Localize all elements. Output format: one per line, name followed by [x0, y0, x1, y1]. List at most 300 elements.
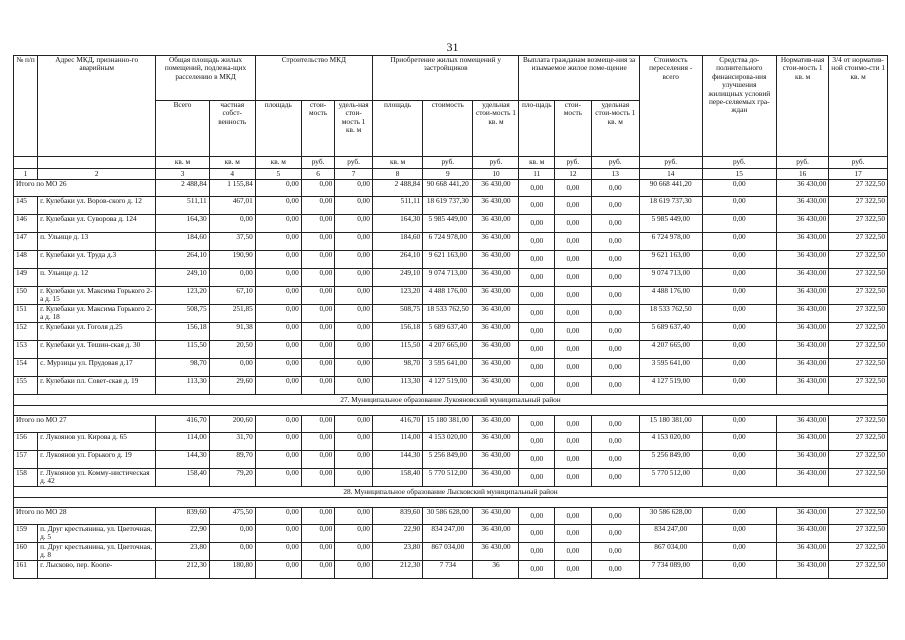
value-cell-c8: 184,60: [372, 233, 422, 251]
table-row: [14, 561, 888, 579]
value-cell-c3: 158,40: [156, 469, 209, 487]
value-cell-c16: 36 430,00: [776, 269, 828, 287]
value-cell-c10: 36 430,00: [473, 525, 519, 543]
row-number: 155: [14, 377, 38, 395]
value-cell-c11: 0,00: [519, 197, 555, 215]
value-cell-c14: 5 689 637,40: [639, 323, 702, 341]
value-cell-c17: 27 322,50: [829, 543, 888, 561]
value-cell-c14: 9 074 713,00: [639, 269, 702, 287]
resettlement-table: [13, 55, 888, 579]
row-number: 161: [14, 561, 38, 579]
value-cell-c8: 249,10: [372, 269, 422, 287]
value-cell-c8: 839,60: [372, 508, 422, 525]
value-cell-c12: 0,00: [555, 180, 592, 197]
value-cell-c15: 0,00: [702, 451, 776, 469]
unit-cell: руб.: [335, 157, 373, 169]
header-construction: Строительство МКД: [255, 56, 372, 101]
value-cell-c11: 0,00: [519, 341, 555, 359]
value-cell-c12: 0,00: [555, 561, 592, 579]
value-cell-c14: 4 207 665,00: [639, 341, 702, 359]
col-num: 6: [301, 169, 334, 180]
value-cell-c5: 0,00: [255, 416, 301, 433]
value-cell-c14: 7 734 089,00: [639, 561, 702, 579]
value-cell-c14: 6 724 978,00: [639, 233, 702, 251]
col-num: 5: [255, 169, 301, 180]
value-cell-c8: 23,80: [372, 543, 422, 561]
value-cell-c12: 0,00: [555, 215, 592, 233]
value-cell-c16: 36 430,00: [776, 416, 828, 433]
value-cell-c9: 15 180 381,00: [423, 416, 473, 433]
value-cell-c6: 0,00: [301, 287, 334, 305]
value-cell-c16: 36 430,00: [776, 433, 828, 451]
value-cell-c17: 27 322,50: [829, 508, 888, 525]
value-cell-c10: 36 430,00: [473, 305, 519, 323]
value-cell-c11: 0,00: [519, 561, 555, 579]
value-cell-c15: 0,00: [702, 416, 776, 433]
value-cell-c9: 6 724 978,00: [423, 233, 473, 251]
row-number: 158: [14, 469, 38, 487]
unit-cell: руб.: [702, 157, 776, 169]
value-cell-c6: 0,00: [301, 269, 334, 287]
value-cell-c15: 0,00: [702, 469, 776, 487]
table-row: [14, 377, 888, 395]
value-cell-c16: 36 430,00: [776, 197, 828, 215]
value-cell-c6: 0,00: [301, 323, 334, 341]
value-cell-c4: 190,90: [209, 251, 255, 269]
value-cell-c3: 113,30: [156, 377, 209, 395]
header-purchase: Приобретение жилых помещений у застройщиков: [372, 56, 519, 101]
table-row: [14, 305, 888, 323]
value-cell-c15: 0,00: [702, 508, 776, 525]
address-cell: г. Кулебаки ул. Суворова д. 124: [38, 215, 156, 233]
spacer-cell: [14, 498, 888, 508]
value-cell-c11: 0,00: [519, 359, 555, 377]
value-cell-c16: 36 430,00: [776, 561, 828, 579]
value-cell-c7: 0,00: [335, 561, 373, 579]
column-number-row: [14, 169, 888, 180]
value-cell-c6: 0,00: [301, 359, 334, 377]
unit-cell: кв. м: [372, 157, 422, 169]
value-cell-c5: 0,00: [255, 359, 301, 377]
header-row-1: [14, 56, 888, 101]
table-row: [14, 359, 888, 377]
page-number: 31: [446, 40, 459, 54]
value-cell-c3: 508,75: [156, 305, 209, 323]
address-cell: г. Лысково, пер. Коопе-: [38, 561, 156, 579]
value-cell-c14: 4 127 519,00: [639, 377, 702, 395]
value-cell-c4: 89,70: [209, 451, 255, 469]
unit-cell: руб.: [473, 157, 519, 169]
value-cell-c10: 36 430,00: [473, 359, 519, 377]
value-cell-c13: 0,00: [591, 269, 639, 287]
value-cell-c15: 0,00: [702, 233, 776, 251]
value-cell-c17: 27 322,50: [829, 215, 888, 233]
value-cell-c8: 2 488,84: [372, 180, 422, 197]
row-number: 150: [14, 287, 38, 305]
sub-area: площадь: [255, 101, 301, 157]
value-cell-c13: 0,00: [591, 323, 639, 341]
value-cell-c10: 36 430,00: [473, 251, 519, 269]
value-cell-c6: 0,00: [301, 197, 334, 215]
value-cell-c16: 36 430,00: [776, 508, 828, 525]
value-cell-c8: 508,75: [372, 305, 422, 323]
value-cell-c15: 0,00: [702, 305, 776, 323]
value-cell-c5: 0,00: [255, 451, 301, 469]
value-cell-c11: 0,00: [519, 251, 555, 269]
value-cell-c6: 0,00: [301, 543, 334, 561]
value-cell-c4: 37,50: [209, 233, 255, 251]
sub-area-2: площадь: [372, 101, 422, 157]
sub-cost: стои-мость: [301, 101, 334, 157]
value-cell-c5: 0,00: [255, 287, 301, 305]
value-cell-c9: 18 533 762,50: [423, 305, 473, 323]
value-cell-c11: 0,00: [519, 180, 555, 197]
col-num: 10: [473, 169, 519, 180]
value-cell-c12: 0,00: [555, 433, 592, 451]
spacer-row: [14, 498, 888, 508]
value-cell-c10: 36 430,00: [473, 180, 519, 197]
value-cell-c7: 0,00: [335, 215, 373, 233]
header-num: № п/п: [14, 56, 38, 157]
value-cell-c9: 3 595 641,00: [423, 359, 473, 377]
value-cell-c3: 98,70: [156, 359, 209, 377]
value-cell-c13: 0,00: [591, 451, 639, 469]
value-cell-c14: 834 247,00: [639, 525, 702, 543]
value-cell-c6: 0,00: [301, 561, 334, 579]
sub-cost-2: стоимость: [423, 101, 473, 157]
subtotal-row: [14, 508, 888, 525]
section-title: 27. Муниципальное образование Лукояновский муниципальный район: [14, 395, 888, 406]
value-cell-c16: 36 430,00: [776, 287, 828, 305]
value-cell-c7: 0,00: [335, 469, 373, 487]
value-cell-c3: 264,10: [156, 251, 209, 269]
value-cell-c5: 0,00: [255, 323, 301, 341]
value-cell-c3: 22,90: [156, 525, 209, 543]
value-cell-c7: 0,00: [335, 323, 373, 341]
value-cell-c3: 249,10: [156, 269, 209, 287]
value-cell-c10: 36 430,00: [473, 416, 519, 433]
value-cell-c15: 0,00: [702, 197, 776, 215]
value-cell-c3: 184,60: [156, 233, 209, 251]
value-cell-c5: 0,00: [255, 269, 301, 287]
value-cell-c4: 0,00: [209, 215, 255, 233]
value-cell-c4: 251,85: [209, 305, 255, 323]
value-cell-c15: 0,00: [702, 359, 776, 377]
value-cell-c6: 0,00: [301, 451, 334, 469]
value-cell-c8: 511,11: [372, 197, 422, 215]
value-cell-c11: 0,00: [519, 525, 555, 543]
value-cell-c4: 0,00: [209, 543, 255, 561]
value-cell-c12: 0,00: [555, 269, 592, 287]
address-cell: г. Кулебаки ул. Максима Горького 2-а д. 15: [38, 287, 156, 305]
table-row: [14, 525, 888, 543]
row-number: 151: [14, 305, 38, 323]
value-cell-c14: 15 180 381,00: [639, 416, 702, 433]
value-cell-c5: 0,00: [255, 543, 301, 561]
row-number: 160: [14, 543, 38, 561]
value-cell-c13: 0,00: [591, 233, 639, 251]
value-cell-c16: 36 430,00: [776, 233, 828, 251]
spacer-row: [14, 406, 888, 416]
value-cell-c17: 27 322,50: [829, 359, 888, 377]
value-cell-c15: 0,00: [702, 543, 776, 561]
value-cell-c5: 0,00: [255, 341, 301, 359]
value-cell-c12: 0,00: [555, 233, 592, 251]
value-cell-c15: 0,00: [702, 433, 776, 451]
value-cell-c13: 0,00: [591, 215, 639, 233]
table-row: [14, 197, 888, 215]
header-resettlement-cost: Стоимость переселения - всего: [639, 56, 702, 157]
value-cell-c10: 36 430,00: [473, 323, 519, 341]
value-cell-c10: 36 430,00: [473, 508, 519, 525]
value-cell-c6: 0,00: [301, 377, 334, 395]
row-number: 148: [14, 251, 38, 269]
value-cell-c16: 36 430,00: [776, 377, 828, 395]
value-cell-c14: 18 533 762,50: [639, 305, 702, 323]
col-num: 1: [14, 169, 38, 180]
value-cell-c17: 27 322,50: [829, 341, 888, 359]
value-cell-c8: 114,00: [372, 433, 422, 451]
value-cell-c13: 0,00: [591, 251, 639, 269]
value-cell-c3: 144,30: [156, 451, 209, 469]
value-cell-c12: 0,00: [555, 251, 592, 269]
value-cell-c13: 0,00: [591, 197, 639, 215]
value-cell-c12: 0,00: [555, 416, 592, 433]
table-row: [14, 433, 888, 451]
address-cell: г. Кулебаки ул. Максима Горького 2-а д. 18: [38, 305, 156, 323]
sub-total: Всего: [156, 101, 209, 157]
table-row: [14, 251, 888, 269]
table-row: [14, 323, 888, 341]
header-three-quarters: 3/4 от норматив-ной стоимо-сти 1 кв. м: [829, 56, 888, 157]
value-cell-c10: 36 430,00: [473, 543, 519, 561]
value-cell-c9: 9 074 713,00: [423, 269, 473, 287]
address-cell: п. Друг крестьянина, ул. Цветочная, д. 5: [38, 525, 156, 543]
value-cell-c17: 27 322,50: [829, 561, 888, 579]
value-cell-c6: 0,00: [301, 469, 334, 487]
address-cell: п. Друг крестьянина, ул. Цветочная, д. 8: [38, 543, 156, 561]
value-cell-c7: 0,00: [335, 359, 373, 377]
value-cell-c9: 7 734: [423, 561, 473, 579]
value-cell-c8: 264,10: [372, 251, 422, 269]
value-cell-c10: 36 430,00: [473, 341, 519, 359]
value-cell-c13: 0,00: [591, 525, 639, 543]
value-cell-c4: 467,01: [209, 197, 255, 215]
value-cell-c12: 0,00: [555, 543, 592, 561]
address-cell: г. Лукоянов ул. Кирова д. 65: [38, 433, 156, 451]
value-cell-c16: 36 430,00: [776, 543, 828, 561]
value-cell-c13: 0,00: [591, 305, 639, 323]
row-number: 159: [14, 525, 38, 543]
value-cell-c9: 5 256 849,00: [423, 451, 473, 469]
value-cell-c8: 115,50: [372, 341, 422, 359]
value-cell-c8: 212,30: [372, 561, 422, 579]
value-cell-c4: 29,60: [209, 377, 255, 395]
address-cell: г. Кулебаки ул. Гоголя д.25: [38, 323, 156, 341]
value-cell-c5: 0,00: [255, 180, 301, 197]
sub-unit-cost: удель-ная стои-мость 1 кв. м: [335, 101, 373, 157]
value-cell-c3: 123,20: [156, 287, 209, 305]
value-cell-c14: 18 619 737,30: [639, 197, 702, 215]
header-additional-funding: Средства до-полнительного финансирова-ния улучшения жилищных условий пере-селяемых гра-ждан: [702, 56, 776, 157]
col-num: 17: [829, 169, 888, 180]
value-cell-c5: 0,00: [255, 215, 301, 233]
value-cell-c8: 158,40: [372, 469, 422, 487]
value-cell-c4: 1 155,84: [209, 180, 255, 197]
subtotal-label: Итого по МО 28: [14, 508, 156, 525]
value-cell-c9: 5 985 449,00: [423, 215, 473, 233]
header-total-area: Общая площадь жилых помещений, подлежа-щих расселению в МКД: [156, 56, 255, 101]
value-cell-c9: 5 689 637,40: [423, 323, 473, 341]
value-cell-c7: 0,00: [335, 305, 373, 323]
value-cell-c15: 0,00: [702, 561, 776, 579]
value-cell-c9: 4 207 665,00: [423, 341, 473, 359]
unit-cell: кв. м: [156, 157, 209, 169]
value-cell-c15: 0,00: [702, 287, 776, 305]
row-number: 149: [14, 269, 38, 287]
value-cell-c8: 123,20: [372, 287, 422, 305]
value-cell-c16: 36 430,00: [776, 323, 828, 341]
value-cell-c11: 0,00: [519, 305, 555, 323]
value-cell-c13: 0,00: [591, 359, 639, 377]
value-cell-c16: 36 430,00: [776, 215, 828, 233]
table-row: [14, 469, 888, 487]
value-cell-c17: 27 322,50: [829, 287, 888, 305]
value-cell-c15: 0,00: [702, 215, 776, 233]
col-num: 2: [38, 169, 156, 180]
value-cell-c11: 0,00: [519, 323, 555, 341]
unit-cell: кв. м: [519, 157, 555, 169]
value-cell-c14: 3 595 641,00: [639, 359, 702, 377]
value-cell-c5: 0,00: [255, 508, 301, 525]
value-cell-c3: 839,60: [156, 508, 209, 525]
value-cell-c3: 416,70: [156, 416, 209, 433]
value-cell-c17: 27 322,50: [829, 525, 888, 543]
value-cell-c7: 0,00: [335, 508, 373, 525]
value-cell-c7: 0,00: [335, 341, 373, 359]
table-row: [14, 287, 888, 305]
address-cell: п. Ульище д. 12: [38, 269, 156, 287]
value-cell-c12: 0,00: [555, 377, 592, 395]
value-cell-c10: 36 430,00: [473, 197, 519, 215]
value-cell-c15: 0,00: [702, 251, 776, 269]
address-cell: г. Кулебаки ул. Тешин-ская д. 30: [38, 341, 156, 359]
value-cell-c12: 0,00: [555, 305, 592, 323]
value-cell-c16: 36 430,00: [776, 305, 828, 323]
value-cell-c4: 31,70: [209, 433, 255, 451]
row-number: 147: [14, 233, 38, 251]
col-num: 7: [335, 169, 373, 180]
address-cell: г. Лукоянов ул. Комму-нистическая д. 42: [38, 469, 156, 487]
value-cell-c6: 0,00: [301, 341, 334, 359]
subtotal-row: [14, 416, 888, 433]
value-cell-c16: 36 430,00: [776, 251, 828, 269]
value-cell-c3: 115,50: [156, 341, 209, 359]
value-cell-c16: 36 430,00: [776, 451, 828, 469]
unit-cell: руб.: [776, 157, 828, 169]
value-cell-c16: 36 430,00: [776, 469, 828, 487]
row-number: 153: [14, 341, 38, 359]
value-cell-c8: 416,70: [372, 416, 422, 433]
value-cell-c14: 5 770 512,00: [639, 469, 702, 487]
value-cell-c9: 867 034,00: [423, 543, 473, 561]
value-cell-c17: 27 322,50: [829, 269, 888, 287]
value-cell-c7: 0,00: [335, 197, 373, 215]
col-num: 12: [555, 169, 592, 180]
value-cell-c6: 0,00: [301, 215, 334, 233]
value-cell-c10: 36 430,00: [473, 269, 519, 287]
value-cell-c5: 0,00: [255, 197, 301, 215]
value-cell-c15: 0,00: [702, 323, 776, 341]
table-row: [14, 269, 888, 287]
col-num: 4: [209, 169, 255, 180]
value-cell-c12: 0,00: [555, 323, 592, 341]
value-cell-c7: 0,00: [335, 180, 373, 197]
value-cell-c8: 144,30: [372, 451, 422, 469]
value-cell-c12: 0,00: [555, 287, 592, 305]
value-cell-c15: 0,00: [702, 525, 776, 543]
value-cell-c15: 0,00: [702, 377, 776, 395]
value-cell-c14: 90 668 441,20: [639, 180, 702, 197]
sub-area-3: пло-щадь: [519, 101, 555, 157]
sub-cost-3: стои-мость: [555, 101, 592, 157]
value-cell-c11: 0,00: [519, 269, 555, 287]
value-cell-c4: 67,10: [209, 287, 255, 305]
value-cell-c15: 0,00: [702, 341, 776, 359]
table-row: [14, 215, 888, 233]
value-cell-c6: 0,00: [301, 233, 334, 251]
value-cell-c9: 4 153 020,00: [423, 433, 473, 451]
value-cell-c13: 0,00: [591, 433, 639, 451]
value-cell-c4: 180,80: [209, 561, 255, 579]
address-cell: г. Кулебаки ул. Воров-ского д. 12: [38, 197, 156, 215]
value-cell-c16: 36 430,00: [776, 341, 828, 359]
value-cell-c9: 4 127 519,00: [423, 377, 473, 395]
value-cell-c12: 0,00: [555, 451, 592, 469]
header-norm-cost: Норматив-ная стои-мость 1 кв. м: [776, 56, 828, 157]
value-cell-c3: 511,11: [156, 197, 209, 215]
value-cell-c14: 5 256 849,00: [639, 451, 702, 469]
value-cell-c14: 9 621 163,00: [639, 251, 702, 269]
value-cell-c12: 0,00: [555, 359, 592, 377]
value-cell-c17: 27 322,50: [829, 233, 888, 251]
value-cell-c5: 0,00: [255, 233, 301, 251]
value-cell-c5: 0,00: [255, 469, 301, 487]
address-cell: с. Мурзицы ул. Прудовая д.17: [38, 359, 156, 377]
value-cell-c10: 36: [473, 561, 519, 579]
value-cell-c10: 36 430,00: [473, 451, 519, 469]
unit-cell: руб.: [829, 157, 888, 169]
value-cell-c11: 0,00: [519, 451, 555, 469]
value-cell-c10: 36 430,00: [473, 377, 519, 395]
value-cell-c9: 5 770 512,00: [423, 469, 473, 487]
row-number: 156: [14, 433, 38, 451]
value-cell-c17: 27 322,50: [829, 469, 888, 487]
value-cell-c17: 27 322,50: [829, 305, 888, 323]
value-cell-c13: 0,00: [591, 543, 639, 561]
value-cell-c17: 27 322,50: [829, 197, 888, 215]
value-cell-c11: 0,00: [519, 543, 555, 561]
value-cell-c13: 0,00: [591, 341, 639, 359]
value-cell-c4: 0,00: [209, 359, 255, 377]
value-cell-c7: 0,00: [335, 451, 373, 469]
col-num: 15: [702, 169, 776, 180]
value-cell-c12: 0,00: [555, 508, 592, 525]
value-cell-c10: 36 430,00: [473, 433, 519, 451]
col-num: 11: [519, 169, 555, 180]
value-cell-c3: 156,18: [156, 323, 209, 341]
value-cell-c10: 36 430,00: [473, 287, 519, 305]
